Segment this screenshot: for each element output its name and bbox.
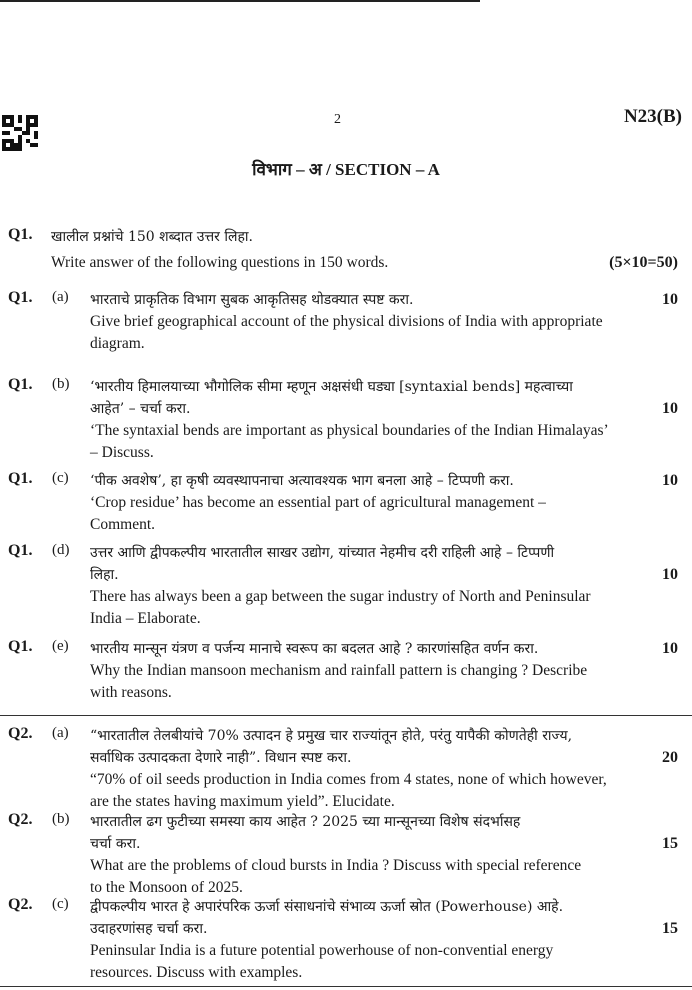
question-marks: 10 <box>662 472 678 489</box>
instruction-marathi: खालील प्रश्नांचे 150 शब्दात उत्तर लिहा. <box>51 229 253 245</box>
question-text-english: What are the problems of cloud bursts in India ? Discuss with special reference <box>90 857 582 874</box>
question-marks: 10 <box>662 291 678 308</box>
question-text-english: – Discuss. <box>90 444 154 461</box>
question-part: (c) <box>52 896 69 912</box>
question-text-marathi: लिहा. <box>90 567 119 583</box>
question-text-marathi: भारतातील ढग फुटीच्या समस्या काय आहेत ? 2025 च्या मान्सूनच्या विशेष संदर्भासह <box>90 814 521 830</box>
question-text-english: Give brief geographical account of the physical divisions of India with appropriate <box>90 313 603 330</box>
question-text-english: There has always been a gap between the sugar industry of North and Peninsular <box>90 588 591 605</box>
question-number: Q1. <box>8 289 33 306</box>
question-text-english: Why the Indian mansoon mechanism and rainfall pattern is changing ? Describe <box>90 662 588 679</box>
question-text-marathi: उदाहरणांसह चर्चा करा. <box>90 921 208 937</box>
question-part: (a) <box>52 725 69 741</box>
total-marks: (5×10=50) <box>609 254 678 271</box>
question-text-marathi: आहेत’ – चर्चा करा. <box>90 401 191 417</box>
question-text-english: Peninsular India is a future potential powerhouse of non-convential energy <box>90 942 554 959</box>
bottom-rule <box>0 986 692 987</box>
question-number: Q1. <box>8 226 33 243</box>
question-part: (d) <box>52 542 70 558</box>
question-text-marathi: ‘पीक अवशेष’, हा कृषी व्यवस्थापनाचा अत्यावश्यक भाग बनला आहे – टिप्पणी करा. <box>90 473 514 489</box>
question-text-english: diagram. <box>90 335 145 352</box>
question-text-marathi: सर्वाधिक उत्पादकता देणारे नाही”. विधान स्पष्ट करा. <box>90 750 352 766</box>
question-number: Q2. <box>8 896 33 913</box>
question-part: (b) <box>52 376 70 392</box>
question-text-marathi: चर्चा करा. <box>90 836 141 852</box>
section-divider <box>0 715 692 716</box>
question-text-marathi: ‘भारतीय हिमालयाच्या भौगोलिक सीमा म्हणून अक्षसंधी घड्या [syntaxial bends] महत्वाच्या <box>90 379 573 395</box>
question-marks: 15 <box>662 835 678 852</box>
question-number: Q1. <box>8 542 33 559</box>
question-text-marathi: उत्तर आणि द्वीपकल्पीय भारतातील साखर उद्योग, यांच्यात नेहमीच दरी राहिली आहे – टिप्पणी <box>90 545 555 561</box>
question-marks: 10 <box>662 640 678 657</box>
question-text-marathi: “भारतातील तेलबीयांचे 70% उत्पादन हे प्रमुख चार राज्यांतून होते, परंतु यापैकी कोणतेही राज्य, <box>90 728 573 744</box>
question-part: (a) <box>52 289 69 305</box>
question-part: (e) <box>52 638 69 654</box>
question-number: Q1. <box>8 376 33 393</box>
top-rule <box>0 0 480 2</box>
question-marks: 15 <box>662 920 678 937</box>
question-text-marathi: भारतीय मान्सून यंत्रण व पर्जन्य मानाचे स्वरूप का बदलत आहे ? कारणांसहित वर्णन करा. <box>90 641 539 657</box>
question-part: (c) <box>52 470 69 486</box>
qr-code <box>2 115 38 151</box>
question-text-marathi: द्वीपकल्पीय भारत हे अपारंपरिक ऊर्जा संसाधनांचे संभाव्य ऊर्जा स्रोत (Powerhouse) आहे. <box>90 899 564 915</box>
question-number: Q1. <box>8 638 33 655</box>
question-marks: 20 <box>662 749 678 766</box>
question-marks: 10 <box>662 400 678 417</box>
question-text-english: with reasons. <box>90 684 172 701</box>
paper-code: N23(B) <box>623 106 682 127</box>
question-text-english: Comment. <box>90 516 156 533</box>
question-part: (b) <box>52 811 70 827</box>
question-text-english: to the Monsoon of 2025. <box>90 879 243 896</box>
question-text-english: ‘Crop residue’ has become an essential part of agricultural management – <box>90 494 546 511</box>
question-text-english: resources. Discuss with examples. <box>90 964 303 981</box>
question-text-english: ‘The syntaxial bends are important as physical boundaries of the Indian Himalayas’ <box>90 422 609 439</box>
question-text-marathi: भारताचे प्राकृतिक विभाग सुबक आकृतिसह थोडक्यात स्पष्ट करा. <box>90 292 414 308</box>
question-number: Q1. <box>8 470 33 487</box>
section-title: विभाग – अ / SECTION – A <box>252 160 440 179</box>
question-number: Q2. <box>8 725 33 742</box>
question-text-english: India – Elaborate. <box>90 610 201 627</box>
question-number: Q2. <box>8 811 33 828</box>
question-text-english: “70% of oil seeds production in India comes from 4 states, none of which however, <box>90 771 607 788</box>
instruction-english: Write answer of the following questions in 150 words. <box>51 254 389 271</box>
page-number: 2 <box>334 112 341 127</box>
question-text-english: are the states having maximum yield”. Elucidate. <box>90 793 395 810</box>
question-marks: 10 <box>662 566 678 583</box>
